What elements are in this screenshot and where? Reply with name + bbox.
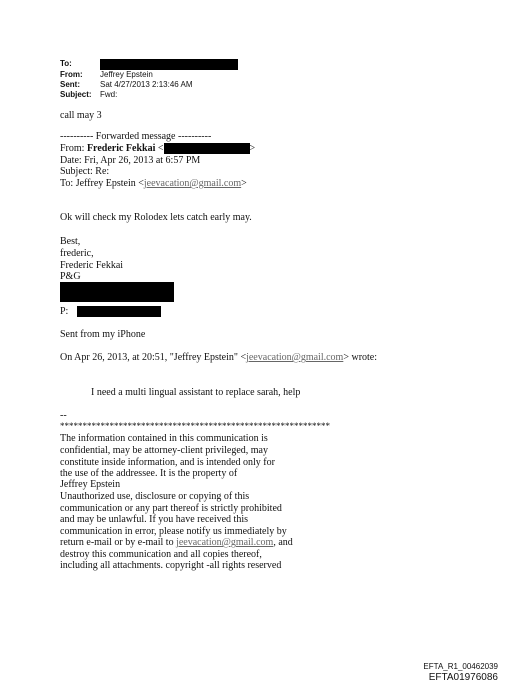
disclaimer-line: the use of the addressee. It is the property of	[60, 468, 238, 479]
bates-ref-1: EFTA_R1_00462039	[423, 662, 498, 671]
disclaimer-line: The information contained in this communication is	[60, 433, 268, 444]
signoff-name: Frederic Fekkai	[60, 260, 124, 271]
stars-divider: ************************************************************	[60, 421, 330, 431]
subject-label: Subject:	[60, 90, 92, 99]
fwd-from-prefix: From:	[60, 143, 87, 154]
to-value-redacted	[100, 59, 238, 70]
disclaimer-line: Jeffrey Epstein	[60, 479, 121, 490]
fwd-to-line	[60, 178, 247, 190]
call-line: call may 3	[60, 110, 102, 121]
fwd-to-prefix: To: Jeffrey Epstein <	[60, 178, 144, 189]
signature-dashes: --	[60, 410, 67, 421]
disclaimer-line: Unauthorized use, disclosure or copying of this	[60, 491, 250, 502]
quote-intro-suffix: > wrote:	[343, 352, 378, 363]
phone-redacted	[77, 306, 161, 317]
bates-ref-2: EFTA01976086	[428, 672, 498, 683]
fwd-from-line	[60, 143, 255, 155]
sent-label: Sent:	[60, 80, 80, 89]
subject-value: Fwd:	[100, 90, 118, 99]
fwd-date-line: Date: Fri, Apr 26, 2013 at 6:57 PM	[60, 155, 201, 166]
signoff-frederic: frederic,	[60, 248, 94, 259]
fwd-to-email-link[interactable]: jeevacation@gmail.com	[143, 178, 242, 189]
disclaimer-email-link[interactable]: jeevacation@gmail.com	[176, 537, 274, 548]
signoff-best: Best,	[60, 236, 81, 247]
disclaimer-email-prefix: return e-mail or by e-mail to	[60, 537, 177, 548]
reply-text: Ok will check my Rolodex lets catch early may.	[60, 212, 252, 223]
disclaimer-line: destroy this communication and all copies thereof,	[60, 549, 262, 560]
quote-intro-line	[60, 352, 377, 364]
to-label: To:	[60, 59, 72, 68]
disclaimer-line: communication in error, please notify us immediately by	[60, 526, 287, 537]
phone-label: P:	[60, 306, 69, 317]
forwarded-header: ---------- Forwarded message ----------	[60, 131, 212, 142]
disclaimer-line-email	[60, 537, 293, 549]
disclaimer-email-suffix: , and	[273, 537, 293, 548]
disclaimer-line: confidential, may be attorney-client privileged, may	[60, 445, 268, 456]
signoff-company: P&G	[60, 271, 81, 282]
disclaimer-line: including all attachments. copyright -all rights reserved	[60, 560, 282, 571]
signature-redaction-block	[60, 282, 174, 302]
phone-line	[60, 306, 161, 318]
disclaimer-line: constitute inside information, and is intended only for	[60, 457, 275, 468]
quote-intro-prefix: On Apr 26, 2013, at 20:51, "Jeffrey Epstein" <	[60, 352, 247, 363]
sent-value: Sat 4/27/2013 2:13:46 AM	[100, 80, 193, 89]
fwd-from-name: Frederic Fekkai	[86, 143, 156, 154]
from-label: From:	[60, 70, 83, 79]
disclaimer-line: communication or any part thereof is strictly prohibited	[60, 503, 282, 514]
from-value: Jeffrey Epstein	[100, 70, 153, 79]
sent-from-iphone: Sent from my iPhone	[60, 329, 146, 340]
fwd-subject-line: Subject: Re:	[60, 166, 110, 177]
fwd-from-email-redacted	[164, 143, 250, 154]
fwd-from-close: >	[249, 143, 256, 154]
disclaimer-line: and may be unlawful. If you have received this	[60, 514, 248, 525]
fwd-from-open: <	[155, 143, 164, 154]
quoted-message: I need a multi lingual assistant to replace sarah, help	[91, 387, 301, 398]
fwd-to-suffix: >	[241, 178, 247, 189]
quote-email-link[interactable]: jeevacation@gmail.com	[246, 352, 344, 363]
